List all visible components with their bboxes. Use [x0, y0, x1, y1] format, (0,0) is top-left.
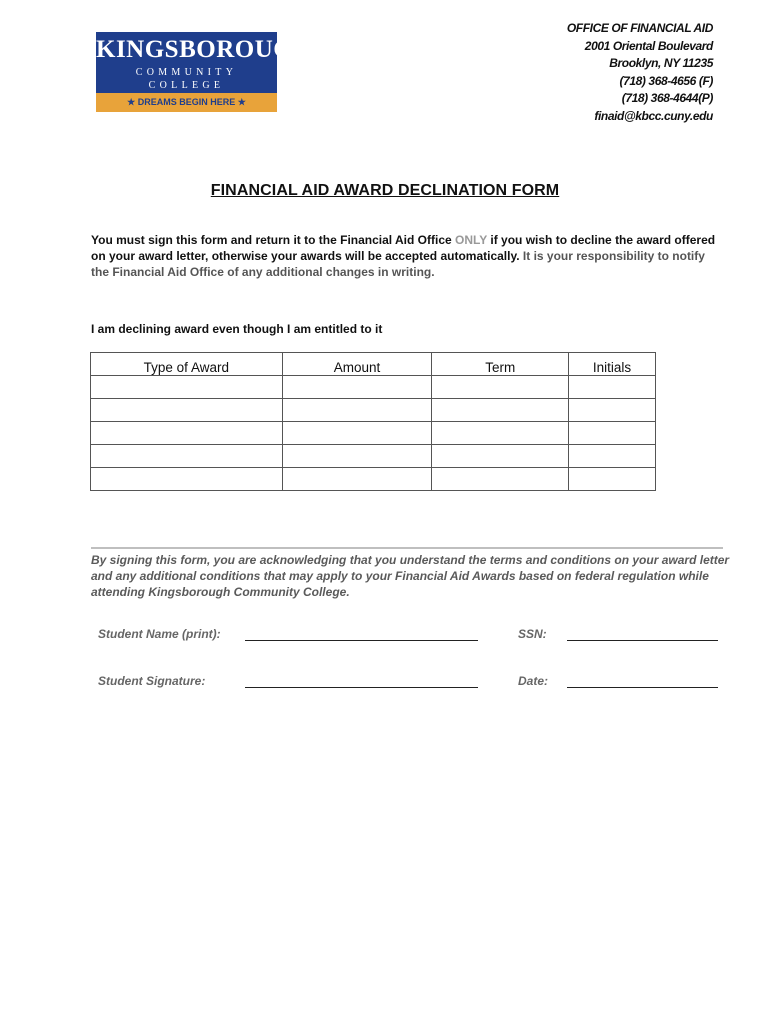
office-name: OFFICE OF FINANCIAL AID: [566, 21, 713, 35]
declining-statement: I am declining award even though I am entitled to it: [91, 322, 383, 336]
term-cell[interactable]: [432, 376, 569, 399]
type-of-award-cell[interactable]: [91, 445, 283, 468]
office-address-line1: 2001 Oriental Boulevard: [584, 38, 713, 53]
student-name-field[interactable]: [245, 640, 478, 641]
amount-cell[interactable]: [282, 376, 432, 399]
date-label: Date:: [518, 674, 549, 688]
header-term: Term: [432, 353, 569, 376]
award-table-header-row: [91, 353, 656, 376]
type-of-award-cell[interactable]: [91, 376, 283, 399]
logo-subtitle: COMMUNITY COLLEGE: [135, 67, 238, 91]
office-email: finaid@kbcc.cuny.edu: [594, 108, 713, 123]
student-signature-field[interactable]: [245, 687, 478, 688]
date-field[interactable]: [567, 687, 718, 688]
intro-text-2: if you wish to decline the award offered on your award letter, otherwise your awards will be accepted automatically.: [91, 233, 716, 263]
intro-paragraph: [91, 232, 721, 280]
table-row: [91, 445, 656, 468]
table-row: [91, 422, 656, 445]
ssn-field[interactable]: [567, 640, 718, 641]
section-divider: [91, 547, 723, 549]
initials-cell[interactable]: [569, 399, 656, 422]
acknowledgement-paragraph: By signing this form, you are acknowledging that you understand the terms and conditions on your award letter and any additional conditions that may apply to your Financial Aid Awards based on federal regulation while attending Kingsborough Community College.: [91, 553, 730, 599]
header-amount: Amount: [282, 353, 432, 376]
college-logo: [96, 32, 314, 112]
intro-only-emphasis: ONLY: [455, 233, 488, 247]
amount-cell[interactable]: [282, 468, 432, 491]
award-table: [90, 352, 656, 491]
student-signature-label: Student Signature:: [98, 674, 206, 688]
term-cell[interactable]: [432, 399, 569, 422]
amount-cell[interactable]: [282, 399, 432, 422]
amount-cell[interactable]: [282, 445, 432, 468]
initials-cell[interactable]: [569, 468, 656, 491]
office-phone: (718) 368-4644(P): [621, 91, 713, 105]
header-type-of-award: Type of Award: [91, 353, 283, 376]
table-row: [91, 399, 656, 422]
initials-cell[interactable]: [569, 445, 656, 468]
logo-tagline: ★ DREAMS BEGIN HERE ★: [96, 93, 277, 112]
form-title: FINANCIAL AID AWARD DECLINATION FORM: [210, 182, 560, 199]
type-of-award-cell[interactable]: [91, 468, 283, 491]
intro-responsibility-note: It is your responsibility to notify the Financial Aid Office of any additional changes in writing.: [91, 249, 705, 279]
term-cell[interactable]: [432, 445, 569, 468]
term-cell[interactable]: [432, 468, 569, 491]
type-of-award-cell[interactable]: [91, 422, 283, 445]
intro-text-1: You must sign this form and return it to the Financial Aid Office: [91, 233, 456, 247]
logo-name: KINGSBOROUGH: [96, 36, 314, 63]
type-of-award-cell[interactable]: [91, 399, 283, 422]
table-row: [91, 468, 656, 491]
initials-cell[interactable]: [569, 376, 656, 399]
office-address-block: [567, 20, 713, 125]
student-name-label: Student Name (print):: [98, 627, 221, 641]
ssn-label: SSN:: [518, 627, 547, 641]
office-address-line2: Brooklyn, NY 11235: [609, 56, 713, 70]
initials-cell[interactable]: [569, 422, 656, 445]
amount-cell[interactable]: [282, 422, 432, 445]
header-initials: Initials: [569, 353, 656, 376]
table-row: [91, 376, 656, 399]
term-cell[interactable]: [432, 422, 569, 445]
office-fax: (718) 368-4656 (F): [619, 73, 713, 88]
